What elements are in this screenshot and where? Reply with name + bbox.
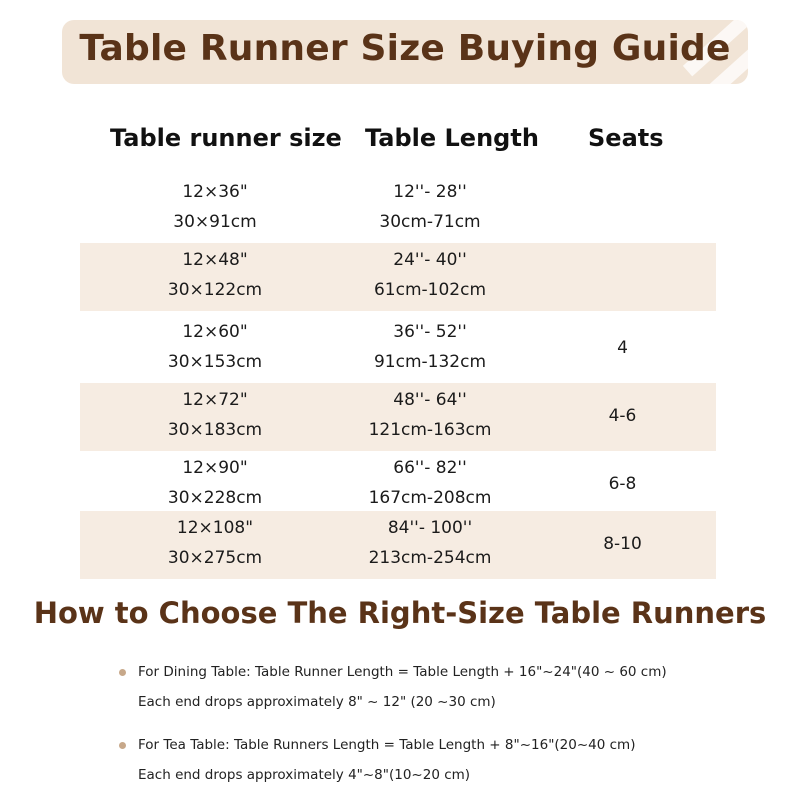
table-length-cell: 24''- 40'' 61cm-102cm — [373, 250, 487, 300]
bullet-dot-icon — [119, 669, 126, 676]
bullet-dot-icon — [119, 742, 126, 749]
table-row — [80, 243, 716, 311]
header-seats: Seats — [588, 124, 664, 152]
table-length-cell: 66''- 82'' 167cm-208cm — [368, 458, 492, 508]
table-row — [80, 451, 716, 519]
runner-size-cell: 12×60" 30×153cm — [167, 322, 263, 372]
page-title: Table Runner Size Buying Guide — [79, 28, 731, 69]
table-row — [80, 175, 716, 243]
table-length-cell: 84''- 100'' 213cm-254cm — [368, 518, 492, 568]
header-length: Table Length — [365, 124, 539, 152]
title-banner — [62, 20, 748, 84]
header-size: Table runner size — [110, 124, 342, 152]
table-row — [80, 383, 716, 451]
runner-size-cell: 12×90" 30×228cm — [167, 458, 263, 508]
seats-cell: 4-6 — [608, 406, 637, 426]
seats-cell: 8-10 — [603, 534, 642, 554]
table-length-cell: 48''- 64'' 121cm-163cm — [368, 390, 492, 440]
guide-dining-line1: For Dining Table: Table Runner Length = Table Length + 16"~24"(40 ~ 60 cm) — [138, 664, 667, 680]
runner-size-cell: 12×108" 30×275cm — [167, 518, 263, 568]
guide-tea-line2: Each end drops approximately 4"~8"(10~20 cm) — [138, 767, 471, 783]
table-row — [80, 315, 716, 383]
guide-tea-line1: For Tea Table: Table Runners Length = Table Length + 8"~16"(20~40 cm) — [138, 737, 636, 753]
runner-size-cell: 12×36" 30×91cm — [173, 182, 257, 232]
table-length-cell: 36''- 52'' 91cm-132cm — [373, 322, 487, 372]
seats-cell: 4 — [617, 338, 628, 358]
guide-title: How to Choose The Right-Size Table Runners — [33, 596, 767, 630]
seats-cell: 6-8 — [608, 474, 637, 494]
runner-size-cell: 12×72" 30×183cm — [167, 390, 263, 440]
table-length-cell: 12''- 28'' 30cm-71cm — [379, 182, 481, 232]
guide-dining-line2: Each end drops approximately 8" ~ 12" (20 ~30 cm) — [138, 694, 496, 710]
table-row — [80, 511, 716, 579]
runner-size-cell: 12×48" 30×122cm — [167, 250, 263, 300]
